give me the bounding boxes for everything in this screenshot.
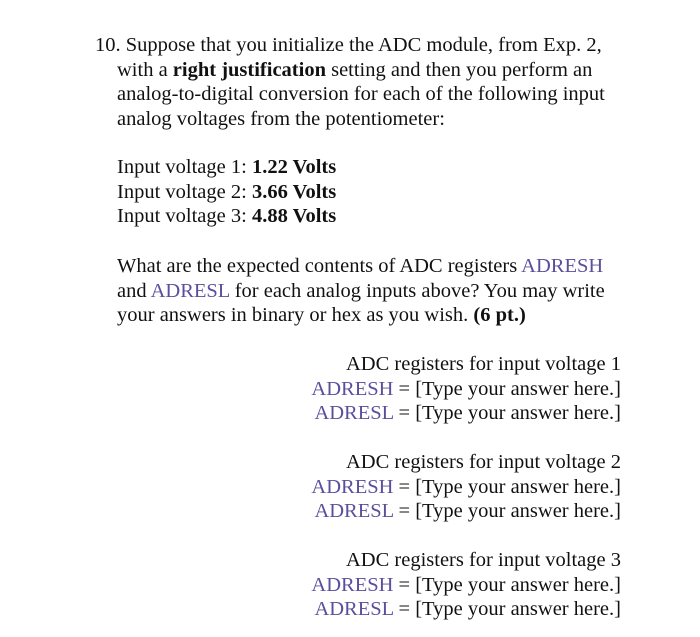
adresl-answer-row [311,401,621,426]
adresh-answer-field[interactable]: [Type your answer here.] [415,475,621,498]
adresl-answer-field[interactable]: [Type your answer here.] [415,500,621,522]
answer-block-2 [311,450,621,524]
points-label: (6 pt.) [473,304,526,326]
answer-heading: ADC registers for input voltage 3 [346,549,621,571]
input-voltage-2 [117,180,336,205]
adresh-register-name: ADRESH [521,255,604,277]
input-voltage-value: 4.88 Volts [251,205,337,227]
adresl-answer-row [311,499,621,524]
question-line-1 [95,33,602,58]
adresl-label: ADRESL [314,598,394,620]
input-voltage-1 [117,155,336,180]
adresl-answer-field[interactable]: [Type your answer here.] [415,402,621,424]
adresh-label: ADRESH [311,475,394,498]
adresh-answer-row [311,475,621,500]
question-intro-line-1: Suppose that you initialize the ADC module, from Exp. 2, [125,34,602,56]
adresl-register-name: ADRESL [150,280,230,302]
ask-line-1 [117,254,603,279]
question-text: setting and then you perform an [325,59,593,81]
question-text: and [117,280,151,302]
adresh-answer-row [311,573,621,598]
right-justification-emphasis: right justification [172,59,326,81]
equals-sign: = [393,573,416,596]
equals-sign: = [393,500,416,522]
adresh-label: ADRESH [311,573,394,596]
equals-sign: = [393,475,416,498]
question-line-3: analog-to-digital conversion for each of the following input [117,83,605,105]
adresh-label: ADRESH [311,377,394,400]
adresl-label: ADRESL [314,500,394,522]
ask-line-2 [117,279,605,304]
question-line-2 [117,58,592,83]
answer-heading: ADC registers for input voltage 2 [346,451,621,473]
question-text: for each analog inputs above? You may write [229,280,605,302]
adresh-answer-field[interactable]: [Type your answer here.] [415,377,621,400]
input-voltage-3 [117,204,336,229]
question-number: 10. [95,34,121,56]
adresl-answer-field[interactable]: [Type your answer here.] [415,598,621,620]
input-voltage-label: Input voltage 2: [117,181,252,203]
input-voltage-value: 3.66 Volts [251,181,337,203]
input-voltage-label: Input voltage 1: [117,156,252,178]
question-text: What are the expected contents of ADC registers [117,255,522,277]
equals-sign: = [393,402,416,424]
adresl-answer-row [311,597,621,622]
input-voltage-label: Input voltage 3: [117,205,252,227]
equals-sign: = [393,598,416,620]
input-voltage-value: 1.22 Volts [251,156,337,178]
answer-heading: ADC registers for input voltage 1 [346,353,621,375]
answer-block-1 [311,352,621,426]
question-line-4: analog voltages from the potentiometer: [117,108,445,130]
question-text: your answers in binary or hex as you wish. [117,304,474,326]
ask-line-3 [117,303,526,328]
adresl-label: ADRESL [314,402,394,424]
question-text: with a [117,59,173,81]
equals-sign: = [393,377,416,400]
adresh-answer-row [311,377,621,402]
answer-block-3 [311,548,621,622]
adresh-answer-field[interactable]: [Type your answer here.] [415,573,621,596]
